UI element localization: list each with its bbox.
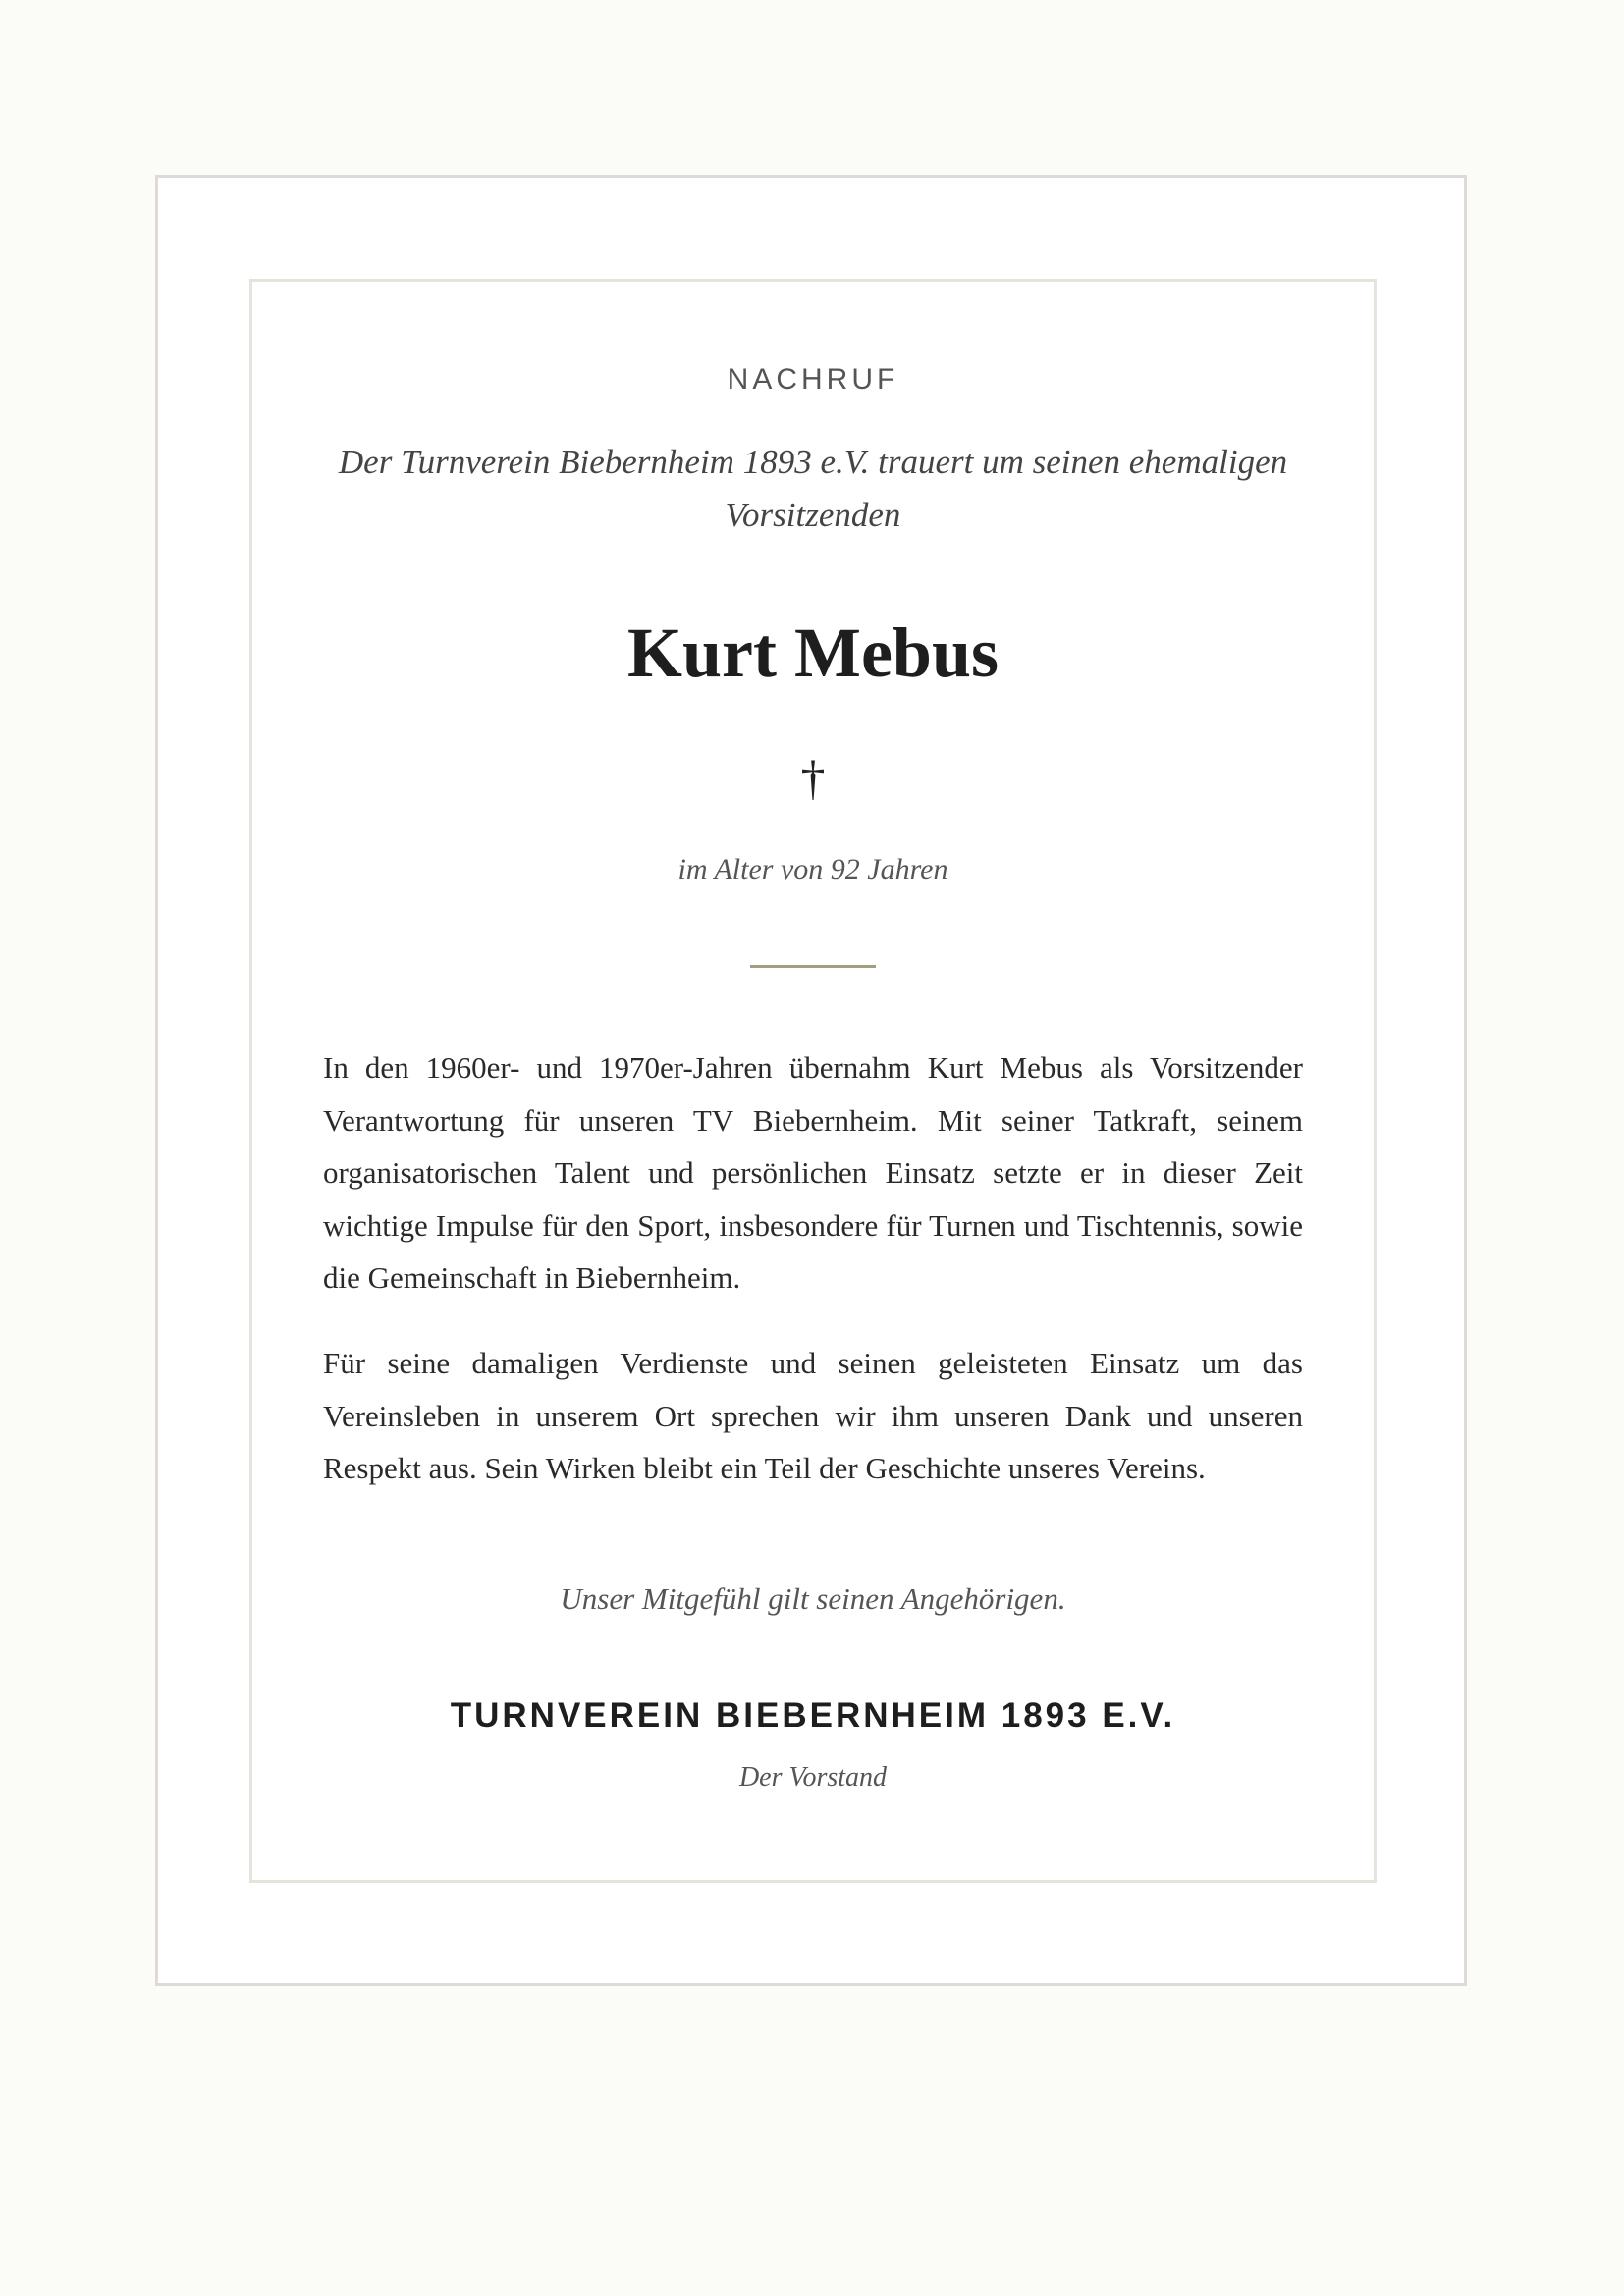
organization-name: TURNVEREIN BIEBERNHEIM 1893 E.V.	[450, 1696, 1176, 1735]
body-paragraph-2: Für seine damaligen Verdienste und seinen geleisteten Einsatz um das Vereinsleben in unserem Ort sprechen wir ihm unseren Dank und unseren Respekt aus. Sein Wirken bleibt ein Teil der Geschichte unseres Vereins.	[323, 1346, 1303, 1485]
cross-icon: †	[800, 750, 826, 805]
signature-text: Der Vorstand	[738, 1762, 888, 1792]
age-text: im Alter von 92 Jahren	[677, 853, 948, 885]
intro-text: Der Turnverein Biebernheim 1893 e.V. trauert um seinen ehemaligen Vorsitzenden	[338, 443, 1288, 534]
closing-text: Unser Mitgefühl gilt seinen Angehörigen.	[560, 1581, 1066, 1616]
body-paragraph-1: In den 1960er- und 1970er-Jahren übernahm Kurt Mebus als Vorsitzender Verantwortung für unseren TV Biebernheim. Mit seiner Tatkraft, seinem organisatorischen Talent und persönlichen Einsatz setzte er in dieser Zeit wichtige Impulse für den Sport, insbesondere für Turnen und Tischtennis, sowie die Gemeinschaft in Biebernheim.	[323, 1050, 1303, 1295]
deceased-name: Kurt Mebus	[627, 614, 999, 692]
notice-heading: NACHRUF	[727, 363, 899, 396]
divider-line	[750, 965, 876, 968]
